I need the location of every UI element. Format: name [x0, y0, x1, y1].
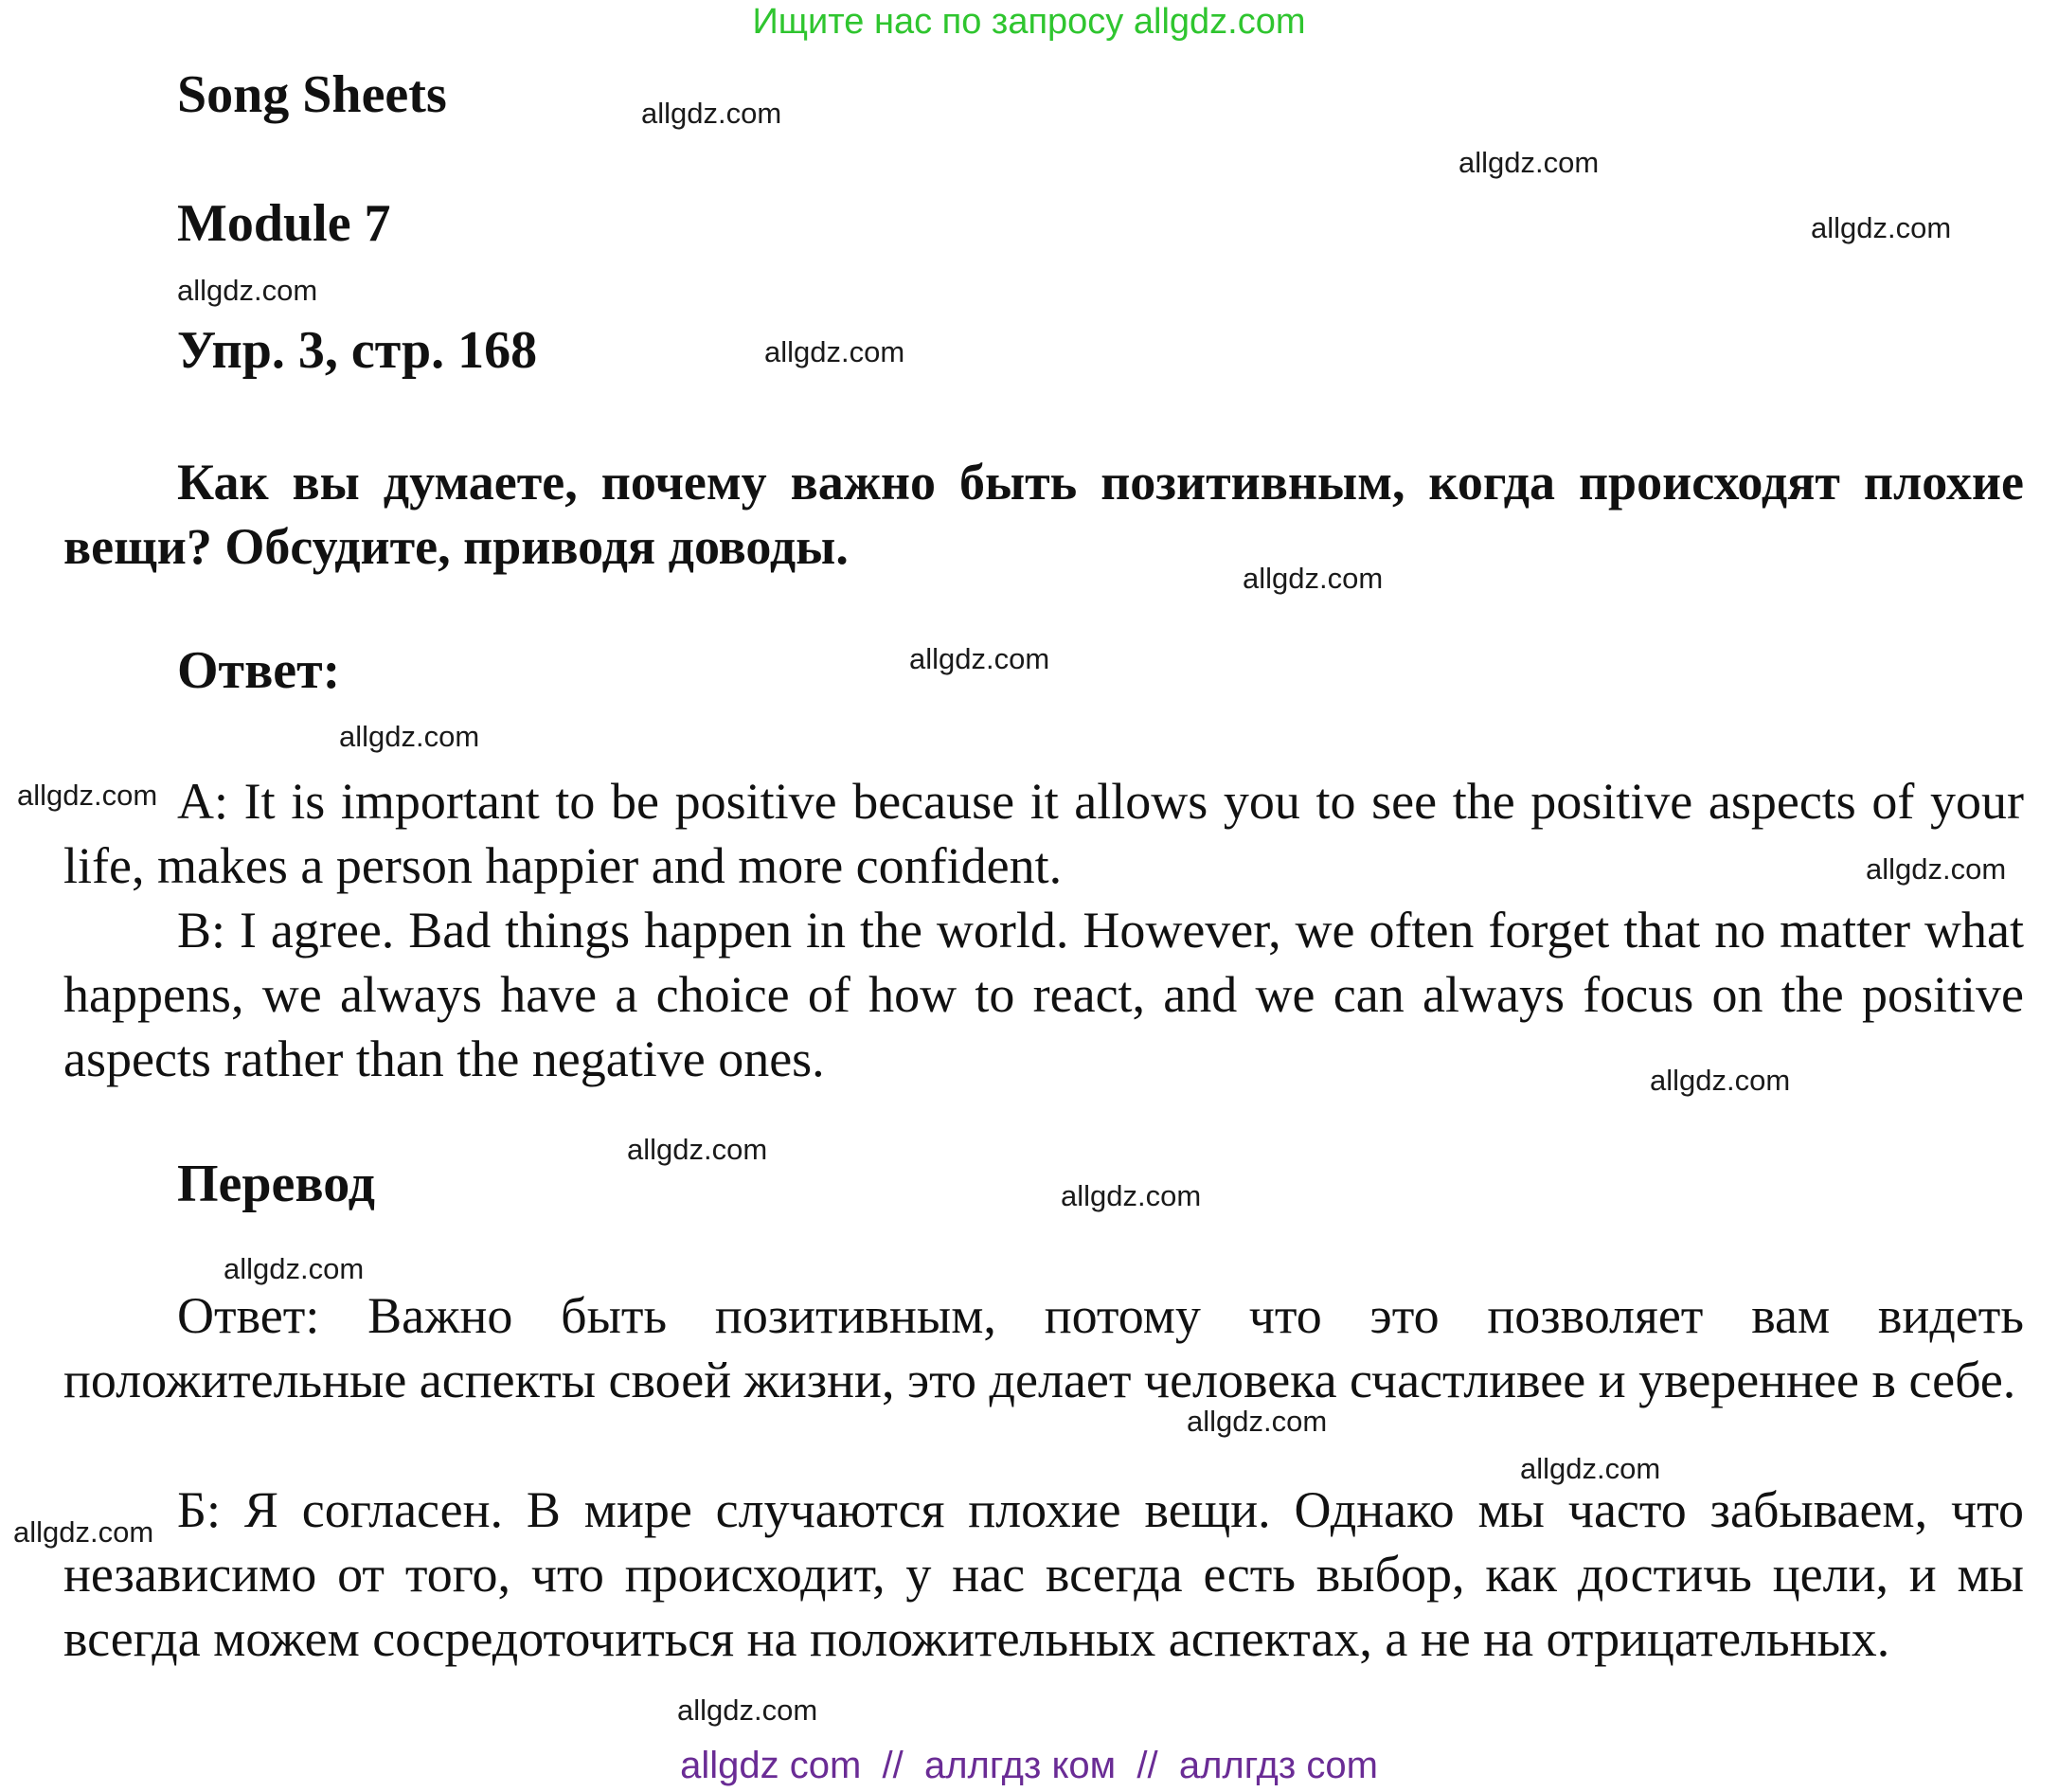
answer-b: B: I agree. Bad things happen in the world. However, we often forget that no matter what happens, we always have a choice of how to react, and we can always focus on the positive aspects rather than the negative ones. [63, 902, 2024, 1087]
exercise-title: Упр. 3, стр. 168 [177, 321, 538, 380]
module-title: Module 7 [177, 194, 391, 253]
watermark: allgdz.com [17, 779, 158, 812]
watermark: allgdz.com [1243, 562, 1384, 595]
watermark: allgdz.com [224, 1252, 365, 1285]
watermark: allgdz.com [1187, 1405, 1328, 1438]
watermark: allgdz.com [177, 274, 318, 307]
watermark: allgdz.com [1866, 852, 2007, 886]
translation-label: Перевод [177, 1155, 375, 1213]
watermark: allgdz.com [1458, 146, 1600, 179]
watermark: allgdz.com [641, 97, 782, 130]
watermark: allgdz.com [13, 1515, 154, 1549]
answer-a: A: It is important to be positive because it allows you to see the positive aspects of your life, makes a person happier and more confident. [63, 773, 2024, 894]
watermark: allgdz.com [677, 1693, 818, 1727]
footer-links: allgdz com // аллгдз ком // аллгдз com [680, 1745, 1378, 1786]
watermark: allgdz.com [1811, 211, 1952, 244]
translation-b: Б: Я согласен. В мире случаются плохие вещи. Однако мы часто забываем, что независимо от того, что происходит, у нас всегда есть выбор, как достичь цели, и мы всегда можем сосредоточиться на положительных аспектах, а не на отрицательных. [63, 1481, 2024, 1667]
watermark: allgdz.com [764, 335, 905, 368]
watermark: allgdz.com [627, 1133, 768, 1166]
watermark: allgdz.com [1061, 1179, 1202, 1212]
watermark: allgdz.com [1650, 1064, 1791, 1097]
top-banner: Ищите нас по запросу allgdz.com [752, 2, 1306, 42]
watermark: allgdz.com [339, 720, 480, 753]
watermark: allgdz.com [1520, 1452, 1661, 1485]
question-text: Как вы думаете, почему важно быть позитивным, когда происходят плохие вещи? Обсудите, приводя доводы. [63, 454, 2024, 575]
watermark: allgdz.com [909, 642, 1050, 675]
song-sheets-title: Song Sheets [177, 65, 447, 124]
translation-a: Ответ: Важно быть позитивным, потому что это позволяет вам видеть положительные аспекты своей жизни, это делает человека счастливее и увереннее в себе. [63, 1287, 2024, 1408]
answer-label: Ответ: [177, 641, 341, 700]
